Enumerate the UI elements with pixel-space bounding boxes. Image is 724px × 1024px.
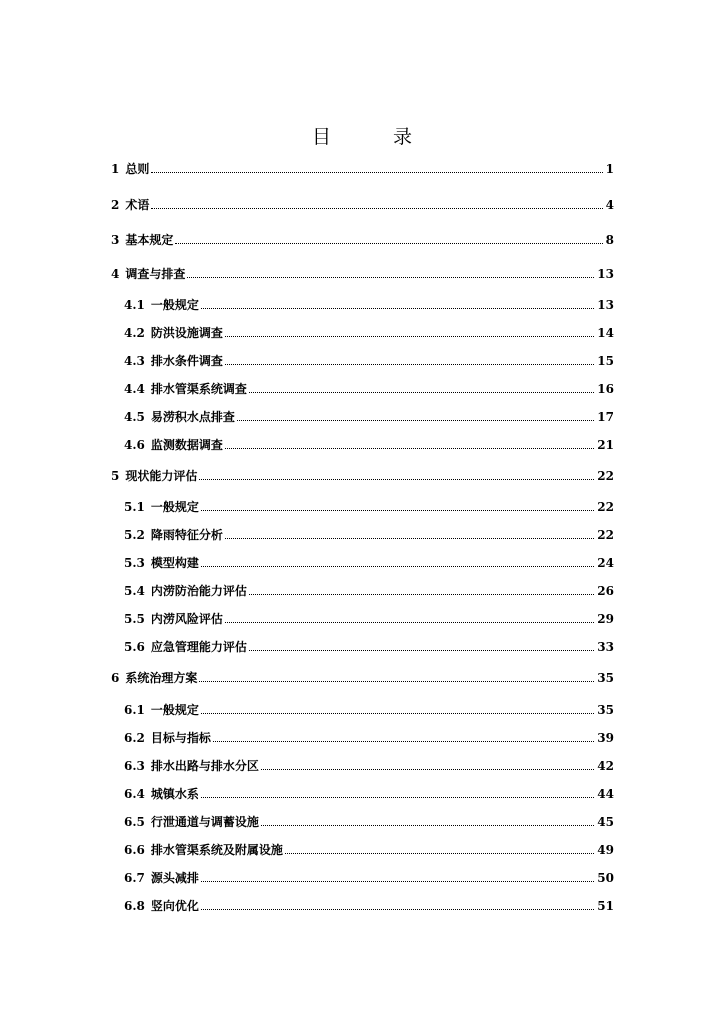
toc-entry-number: 6.3: [124, 759, 145, 773]
toc-entry-page-number: 49: [597, 843, 614, 857]
toc-dot-leader: [201, 908, 594, 910]
toc-entry-4[interactable]: [111, 264, 614, 282]
toc-dot-leader: [199, 478, 594, 480]
toc-entry-number: 3: [111, 233, 120, 247]
toc-entry-6[interactable]: [111, 668, 614, 686]
toc-entry-5-3[interactable]: [124, 553, 614, 571]
toc-dot-leader: [261, 768, 594, 770]
toc-entry-number: 4: [111, 267, 120, 281]
toc-entry-number: 6.1: [124, 703, 145, 717]
toc-entry-page-number: 33: [597, 640, 614, 654]
toc-entry-number: 5.3: [124, 556, 145, 570]
toc-entry-label: 排水管渠系统调查: [150, 382, 247, 396]
toc-entry-4-3[interactable]: [124, 351, 614, 369]
toc-entry-page-number: 42: [597, 759, 614, 773]
toc-entry-4-5[interactable]: [124, 407, 614, 425]
toc-entry-page-number: 15: [597, 354, 614, 368]
toc-entry-page-number: 22: [597, 500, 614, 514]
toc-entry-label: 易涝积水点排查: [150, 410, 235, 424]
toc-dot-leader: [261, 824, 594, 826]
toc-entry-page-number: 39: [597, 731, 614, 745]
toc-entry-page-number: 29: [597, 612, 614, 626]
toc-entry-page-number: 4: [605, 198, 614, 212]
toc-entry-5-4[interactable]: [124, 581, 614, 599]
toc-dot-leader: [151, 207, 602, 209]
toc-entry-label: 内涝防治能力评估: [150, 584, 247, 598]
toc-entry-label: 监测数据调查: [150, 438, 223, 452]
toc-entry-label: 总则: [125, 162, 150, 176]
toc-entry-number: 1: [111, 162, 120, 176]
toc-entry-number: 4.4: [124, 382, 145, 396]
toc-entry-number: 6.7: [124, 871, 145, 885]
toc-entry-label: 现状能力评估: [125, 469, 198, 483]
toc-dot-leader: [201, 307, 594, 309]
toc-entry-number: 6.6: [124, 843, 145, 857]
toc-entry-label: 内涝风险评估: [150, 612, 223, 626]
toc-dot-leader: [237, 419, 594, 421]
toc-entry-6-7[interactable]: [124, 868, 614, 886]
toc-entry-page-number: 8: [605, 233, 614, 247]
toc-dot-leader: [187, 276, 594, 278]
toc-entry-6-4[interactable]: [124, 784, 614, 802]
toc-entry-number: 4.3: [124, 354, 145, 368]
toc-entry-number: 4.5: [124, 410, 145, 424]
toc-entry-6-1[interactable]: [124, 700, 614, 718]
toc-dot-leader: [201, 880, 594, 882]
toc-entry-page-number: 22: [597, 528, 614, 542]
toc-dot-leader: [213, 740, 594, 742]
toc-entry-number: 4.2: [124, 326, 145, 340]
toc-entry-number: 5: [111, 469, 120, 483]
toc-entry-3[interactable]: [111, 230, 614, 248]
toc-entry-page-number: 44: [597, 787, 614, 801]
toc-entry-number: 5.4: [124, 584, 145, 598]
toc-entry-page-number: 1: [605, 162, 614, 176]
toc-entry-number: 5.5: [124, 612, 145, 626]
toc-entry-page-number: 35: [597, 703, 614, 717]
toc-entry-6-5[interactable]: [124, 812, 614, 830]
toc-entry-page-number: 51: [597, 899, 614, 913]
toc-entry-label: 源头减排: [150, 871, 199, 885]
toc-dot-leader: [225, 621, 594, 623]
toc-entry-2[interactable]: [111, 195, 614, 213]
toc-entry-6-3[interactable]: [124, 756, 614, 774]
toc-entry-4-6[interactable]: [124, 435, 614, 453]
toc-entry-label: 城镇水系: [150, 787, 199, 801]
toc-entry-4-2[interactable]: [124, 323, 614, 341]
toc-title: 目 录: [311, 126, 441, 148]
toc-dot-leader: [249, 593, 594, 595]
toc-entry-number: 6.4: [124, 787, 145, 801]
toc-dot-leader: [285, 852, 594, 854]
toc-entry-number: 4.6: [124, 438, 145, 452]
toc-entry-number: 4.1: [124, 298, 145, 312]
toc-dot-leader: [201, 712, 594, 714]
toc-entry-page-number: 26: [597, 584, 614, 598]
toc-entry-number: 2: [111, 198, 120, 212]
toc-entry-page-number: 13: [597, 298, 614, 312]
toc-entry-label: 一般规定: [150, 298, 199, 312]
toc-entry-page-number: 16: [597, 382, 614, 396]
toc-dot-leader: [199, 680, 594, 682]
toc-entry-page-number: 35: [597, 671, 614, 685]
toc-entry-label: 行泄通道与调蓄设施: [150, 815, 259, 829]
toc-entry-number: 5.6: [124, 640, 145, 654]
toc-entry-number: 6: [111, 671, 120, 685]
toc-entry-5-1[interactable]: [124, 497, 614, 515]
toc-entry-number: 6.2: [124, 731, 145, 745]
toc-dot-leader: [175, 242, 602, 244]
toc-entry-label: 竖向优化: [150, 899, 199, 913]
toc-dot-leader: [225, 447, 594, 449]
toc-dot-leader: [201, 565, 594, 567]
toc-dot-leader: [225, 363, 594, 365]
toc-entry-label: 排水出路与排水分区: [150, 759, 259, 773]
toc-entry-label: 基本规定: [125, 233, 174, 247]
toc-entry-5-5[interactable]: [124, 609, 614, 627]
toc-entry-label: 系统治理方案: [125, 671, 198, 685]
toc-entry-label: 应急管理能力评估: [150, 640, 247, 654]
toc-entry-number: 5.1: [124, 500, 145, 514]
toc-dot-leader: [249, 391, 594, 393]
toc-entry-4-4[interactable]: [124, 379, 614, 397]
toc-entry-label: 调查与排查: [125, 267, 186, 281]
toc-entry-5[interactable]: [111, 466, 614, 484]
toc-dot-leader: [201, 796, 594, 798]
toc-entry-number: 6.5: [124, 815, 145, 829]
toc-entry-page-number: 21: [597, 438, 614, 452]
toc-entry-5-6[interactable]: [124, 637, 614, 655]
toc-dot-leader: [151, 171, 602, 173]
toc-entry-label: 术语: [125, 198, 150, 212]
toc-entry-1[interactable]: [111, 159, 614, 177]
toc-dot-leader: [225, 537, 594, 539]
toc-entry-label: 防洪设施调查: [150, 326, 223, 340]
toc-entry-page-number: 24: [597, 556, 614, 570]
toc-entry-label: 排水条件调查: [150, 354, 223, 368]
toc-entry-page-number: 13: [597, 267, 614, 281]
toc-entry-label: 模型构建: [150, 556, 199, 570]
toc-dot-leader: [225, 335, 594, 337]
toc-entry-label: 一般规定: [150, 500, 199, 514]
toc-entry-4-1[interactable]: [124, 295, 614, 313]
toc-entry-page-number: 17: [597, 410, 614, 424]
toc-entry-page-number: 22: [597, 469, 614, 483]
toc-entry-5-2[interactable]: [124, 525, 614, 543]
toc-entry-number: 6.8: [124, 899, 145, 913]
toc-entry-label: 降雨特征分析: [150, 528, 223, 542]
toc-entry-page-number: 50: [597, 871, 614, 885]
toc-entry-label: 一般规定: [150, 703, 199, 717]
toc-entry-page-number: 45: [597, 815, 614, 829]
toc-entry-6-2[interactable]: [124, 728, 614, 746]
toc-entry-number: 5.2: [124, 528, 145, 542]
toc-entry-6-8[interactable]: [124, 896, 614, 914]
toc-entry-6-6[interactable]: [124, 840, 614, 858]
toc-dot-leader: [201, 509, 594, 511]
toc-entry-page-number: 14: [597, 326, 614, 340]
toc-dot-leader: [249, 649, 594, 651]
toc-entry-label: 目标与指标: [150, 731, 211, 745]
toc-entry-label: 排水管渠系统及附属设施: [150, 843, 283, 857]
